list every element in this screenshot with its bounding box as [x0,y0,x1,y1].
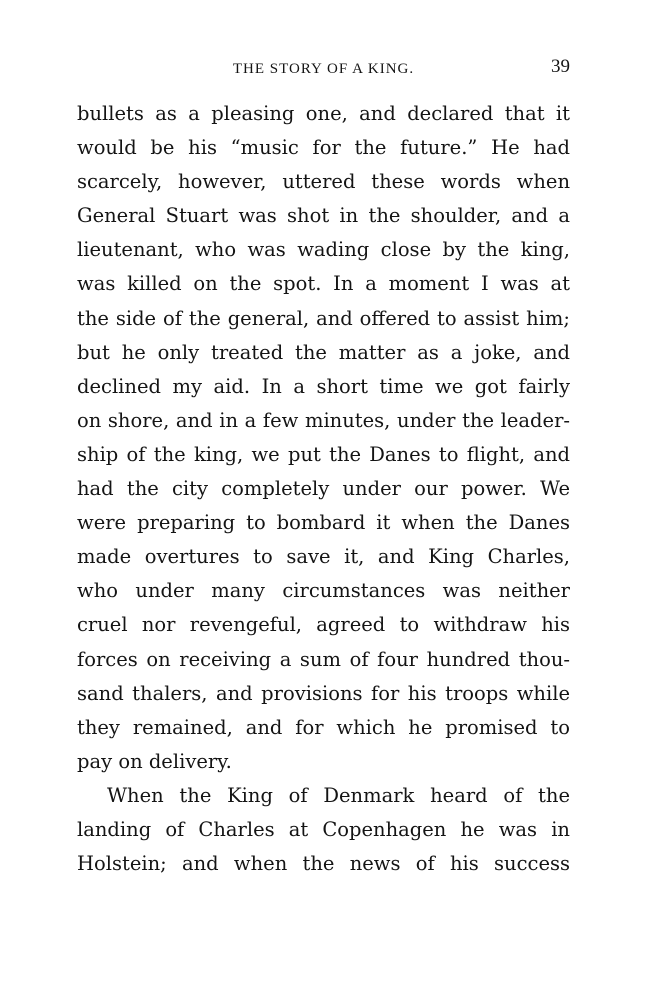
text-line: declined my aid. In a short time we got fairly [77,374,570,398]
text-line: would be his “music for the future.” He had [77,136,570,160]
text-line: cruel nor revengeful, agreed to withdraw his [77,613,570,637]
page-number: 39 [551,56,570,77]
text-line: General Stuart was shot in the shoulder, and a [77,204,570,228]
text-line: lieutenant, who was wading close by the king, [77,238,570,262]
text-line: landing of Charles at Copenhagen he was in [77,817,570,841]
body-text [77,97,570,881]
text-line: pay on delivery. [77,749,232,773]
text-line: bullets as a pleasing one, and declared that it [77,102,570,125]
text-line: made overtures to save it, and King Charles, [77,545,570,569]
text-line: When the King of Denmark heard of the [107,783,570,807]
text-line: scarcely, however, uttered these words when [77,170,570,194]
text-line: had the city completely under our power. We [77,477,570,501]
text-line: ship of the king, we put the Danes to flight, and [77,442,570,466]
running-title: THE STORY OF A KING. [232,61,415,77]
text-line: who under many circumstances was neither [77,579,570,603]
text-line: but he only treated the matter as a joke, and [77,340,570,364]
text-line: were preparing to bombard it when the Danes [77,511,570,535]
text-line: the side of the general, and offered to assist him; [77,306,570,330]
text-line: on shore, and in a few minutes, under the leader- [77,408,570,432]
text-line: they remained, and for which he promised to [77,715,570,739]
text-line: Holstein; and when the news of his success [77,852,570,876]
text-line: sand thalers, and provisions for his troops while [77,681,570,705]
running-head [77,58,570,80]
text-line: forces on receiving a sum of four hundred thou- [77,647,570,671]
text-line: was killed on the spot. In a moment I was at [77,272,570,296]
